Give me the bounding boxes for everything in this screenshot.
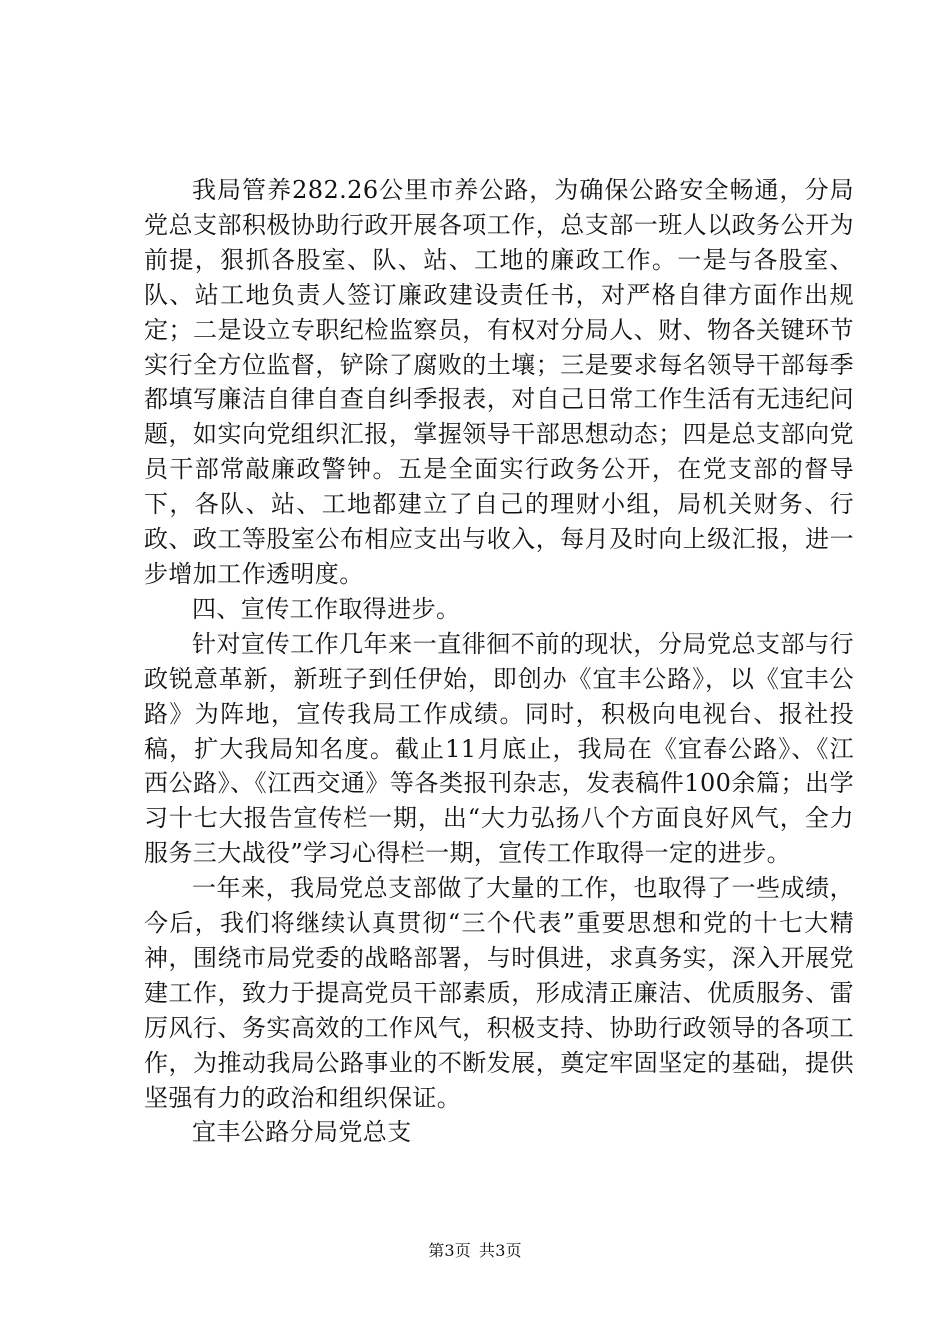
paragraph-conclusion: 一年来，我局党总支部做了大量的工作，也取得了一些成绩，今后，我们将继续认真贯彻“三个代表”重要思想和党的十七大精神，围绕市局党委的战略部署，与时俱进，求真务实，深入开展党建工作，致力于提高党员干部素质，形成清正廉洁、优质服务、雷厉风行、务实高效的工作风气，积极支持、协助行政领导的各项工作，为推动我局公路事业的不断发展，奠定牢固坚定的基础，提供坚强有力的政治和组织保证。 [144,874,854,1112]
paragraph-publicity: 针对宣传工作几年来一直徘徊不前的现状，分局党总支部与行政锐意革新，新班子到任伊始，即创办《宜丰公路》，以《宜丰公路》为阵地，宣传我局工作成绩。同时，积极向电视台、报社投稿，扩大我局知名度。截止11月底止，我局在《宜春公路》、《江西公路》、《江西交通》等各类报刊杂志，发表稿件100余篇；出学习十七大报告宣传栏一期，出“大力弘扬八个方面良好风气，全力服务三大战役”学习心得栏一期，宣传工作取得一定的进步。 [144,629,854,868]
section-heading-publicity: 四、宣传工作取得进步。 [192,594,461,623]
document-body [144,173,854,1150]
page-number-total: 共3页 [479,1241,522,1260]
page-number-current: 第3页 [428,1241,471,1260]
document-signature: 宜丰公路分局党总支 [192,1118,412,1147]
page-footer [0,1241,950,1261]
paragraph-anti-corruption: 我局管养282.26公里市养公路，为确保公路安全畅通，分局党总支部积极协助行政开展各项工作，总支部一班人以政务公开为前提，狠抓各股室、队、站、工地的廉政工作。一是与各股室、队、站工地负责人签订廉政建设责任书，对严格自律方面作出规定；二是设立专职纪检监察员，有权对分局人、财、物各关键环节实行全方位监督，铲除了腐败的土壤；三是要求每名领导干部每季都填写廉洁自律自查自纠季报表，对自己日常工作生活有无违纪问题，如实向党组织汇报，掌握领导干部思想动态；四是总支部向党员干部常敲廉政警钟。五是全面实行政务公开，在党支部的督导下，各队、站、工地都建立了自己的理财小组，局机关财务、行政、政工等股室公布相应支出与收入，每月及时向上级汇报，进一步增加工作透明度。 [144,176,854,588]
